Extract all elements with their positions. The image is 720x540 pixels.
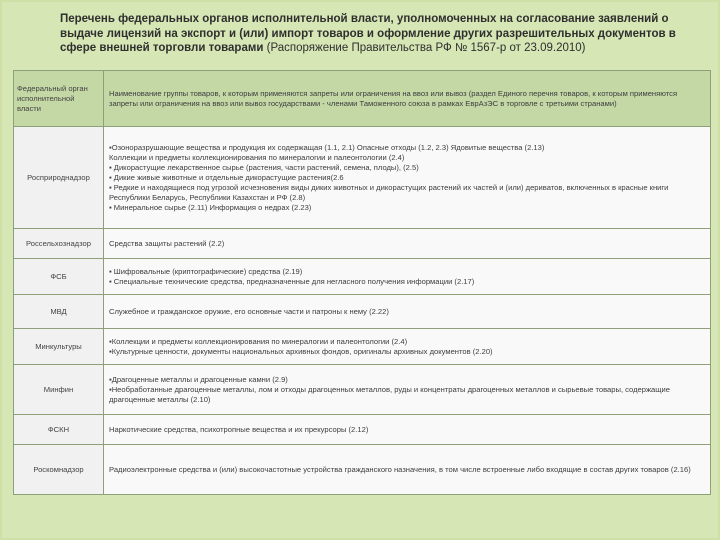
table-row (14, 445, 711, 495)
list-item: ▪ Специальные технические средства, предназначенные для негласного получения информации (2.17) (109, 276, 475, 286)
row-organ: Россельхознадзор (14, 229, 104, 259)
list-item: ▪ Редкие и находящиеся под угрозой исчезновения виды диких животных и дикорастущих растений их частей и (или) дериватов, включенных в красные книги Республики Беларусь, Республики Казахстан и РФ (2.8) (109, 182, 669, 202)
list-item: ▪Коллекции и предметы коллекционирования по минералогии и палеонтологии (2.4) (109, 336, 408, 346)
header-description: Наименование группы товаров, к которым применяются запреты или ограничения на ввоз или вывоз (раздел Единого перечня товаров, к которым применяются запреты или ограничения на ввоз или вывоз государствами - членами Таможенного союза в рамках ЕврАзЭС в торговле с третьими странами) (104, 71, 711, 127)
header-organ: Федеральный орган исполнительной власти (14, 71, 104, 127)
row-organ: Росприроднадзор (14, 127, 104, 229)
title-text: Перечень федеральных органов исполнительной власти, уполномоченных на согласование заявлений о выдаче лицензий на экспорт и (или) импорт товаров и оформление других разрешительных документов в сфере внешней торговли товарами (60, 13, 676, 54)
list-item: Коллекции и предметы коллекционирования по минералогии и палеонтологии (2.4) (109, 152, 405, 162)
list-item: ▪Озоноразрушающие вещества и продукция их содержащая (1.1, 2.1) Опасные отходы (1.2, 2.3) Ядовитые вещества (2.13) (109, 142, 545, 152)
row-description (104, 329, 711, 365)
list-item: ▪Культурные ценности, документы национальных архивных фондов, оригиналы архивных документов (2.20) (109, 346, 493, 356)
row-description (104, 445, 711, 495)
list-item: Служебное и гражданское оружие, его основные части и патроны к нему (2.22) (109, 306, 389, 316)
table-row (14, 365, 711, 415)
row-description (104, 365, 711, 415)
table-row (14, 295, 711, 329)
row-description (104, 295, 711, 329)
authorities-table (13, 70, 711, 495)
table-row (14, 229, 711, 259)
row-organ: МВД (14, 295, 104, 329)
row-organ: ФСКН (14, 415, 104, 445)
list-item: ▪ Шифровальные (криптографические) средства (2.19) (109, 266, 303, 276)
row-description (104, 229, 711, 259)
list-item: ▪Драгоценные металлы и драгоценные камни (2.9) (109, 374, 288, 384)
table-row (14, 415, 711, 445)
list-item: Средства защиты растений (2.2) (109, 238, 225, 248)
table-row (14, 259, 711, 295)
list-item: Радиоэлектронные средства и (или) высокочастотные устройства гражданского назначения, в том числе встроенные либо входящие в состав других товаров (2.16) (109, 464, 691, 474)
row-organ: Роскомнадзор (14, 445, 104, 495)
decree-reference: (Распоряжение Правительства РФ № 1567-р от 23.09.2010) (263, 42, 586, 54)
list-item: ▪ Дикорастущие лекарственное сырье (растения, части растений, семена, плоды), (2.5) (109, 162, 419, 172)
list-item: ▪Необработанные драгоценные металлы, лом и отходы драгоценных металлов, руды и концентраты драгоценных металлов и сырьевые товары, содержащие драгоценные металлы (2.10) (109, 384, 670, 404)
row-description (104, 415, 711, 445)
table-row (14, 127, 711, 229)
page-title (60, 12, 700, 56)
list-item: Наркотические средства, психотропные вещества и их прекурсоры (2.12) (109, 424, 369, 434)
table-row (14, 329, 711, 365)
list-item: ▪ Дикие живые животные и отдельные дикорастущие растения(2.6 (109, 172, 344, 182)
row-organ: ФСБ (14, 259, 104, 295)
row-description (104, 259, 711, 295)
row-description (104, 127, 711, 229)
table-header-row (14, 71, 711, 127)
row-organ: Минкультуры (14, 329, 104, 365)
list-item: ▪ Минеральное сырье (2.11) Информация о недрах (2.23) (109, 202, 312, 212)
row-organ: Минфин (14, 365, 104, 415)
